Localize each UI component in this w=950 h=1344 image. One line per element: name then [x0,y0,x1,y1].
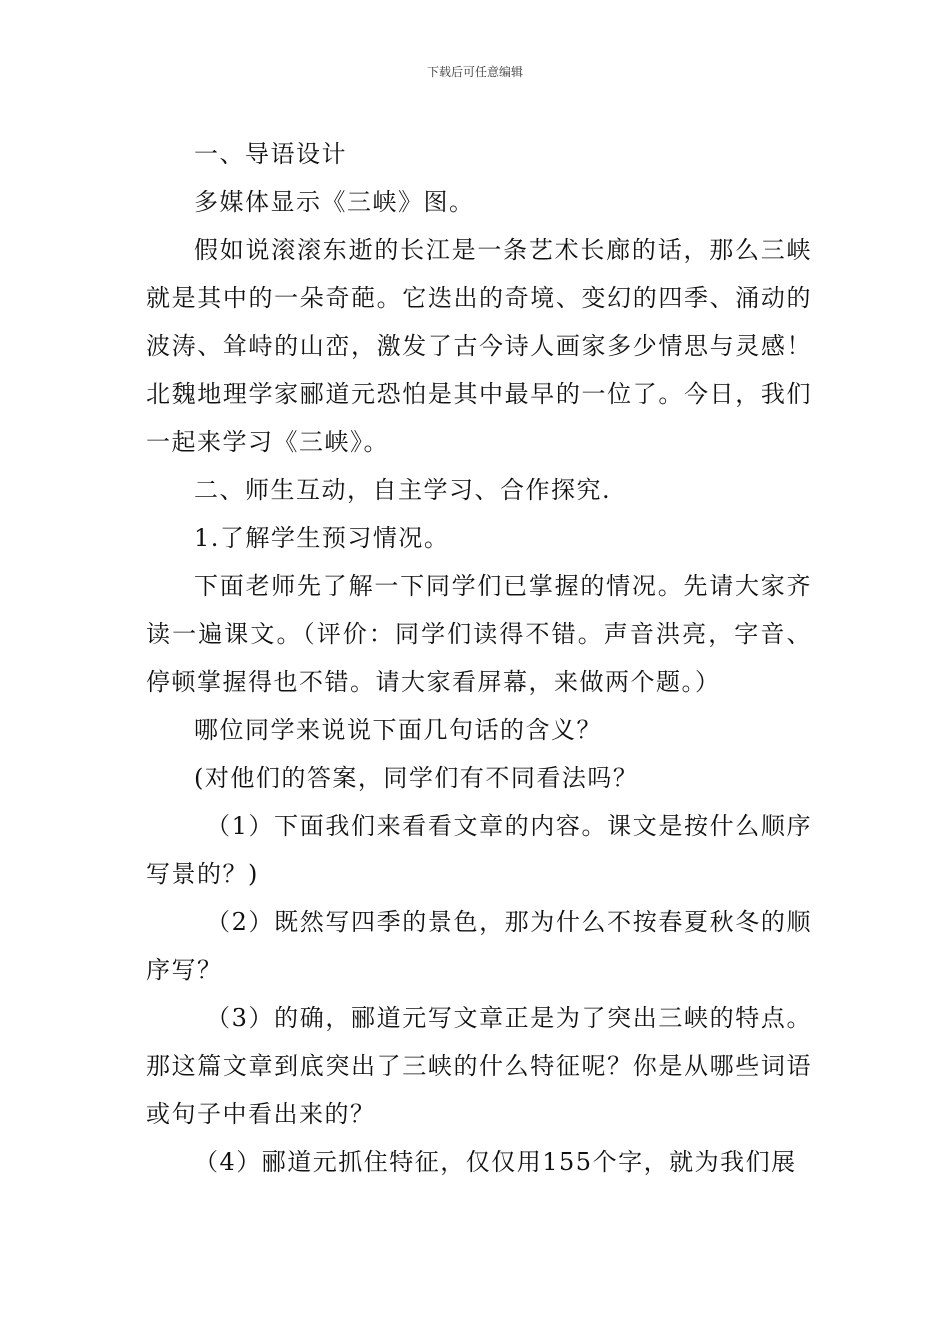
question-item-2: （2）既然写四季的景色，那为什么不按春夏秋冬的顺序写？ [146,908,812,984]
section-heading-intro: 一、导语设计 [194,140,347,168]
paragraph-different-views: (对他们的答案，同学们有不同看法吗？ [194,764,639,792]
page-header-note: 下载后可任意编辑 [426,65,523,79]
paragraph-intro-text: 假如说滚滚东逝的长江是一条艺术长廊的话，那么三峡就是其中的一朵奇葩。它迭出的奇境、变幻的四季、涌动的波涛、耸峙的山峦，激发了古今诗人画家多少情思与灵感！北魏地理学家郦道元恐怕是其中最早的一位了。今日，我们一起来学习《三峡》。 [146,236,812,456]
paragraph-preview-check: 1.了解学生预习情况。 [194,524,450,552]
paragraph-multimedia: 多媒体显示《三峡》图。 [194,188,475,216]
paragraph-question-meaning: 哪位同学来说说下面几句话的含义？ [194,716,602,744]
question-item-3: （3）的确，郦道元写文章正是为了突出三峡的特点。那这篇文章到底突出了三峡的什么特征呢？你是从哪些词语或句子中看出来的？ [146,1004,812,1128]
section-heading-interaction: 二、师生互动，自主学习、合作探究. [194,476,612,504]
paragraph-teacher-instruction: 下面老师先了解一下同学们已掌握的情况。先请大家齐读一遍课文。（评价：同学们读得不错。声音洪亮，字音、停顿掌握得也不错。请大家看屏幕，来做两个题。） [146,572,812,696]
document-body [146,130,812,1186]
question-item-4: （4）郦道元抓住特征，仅仅用155个字，就为我们展 [194,1148,797,1176]
question-item-1: （1）下面我们来看看文章的内容。课文是按什么顺序写景的？) [146,812,812,888]
